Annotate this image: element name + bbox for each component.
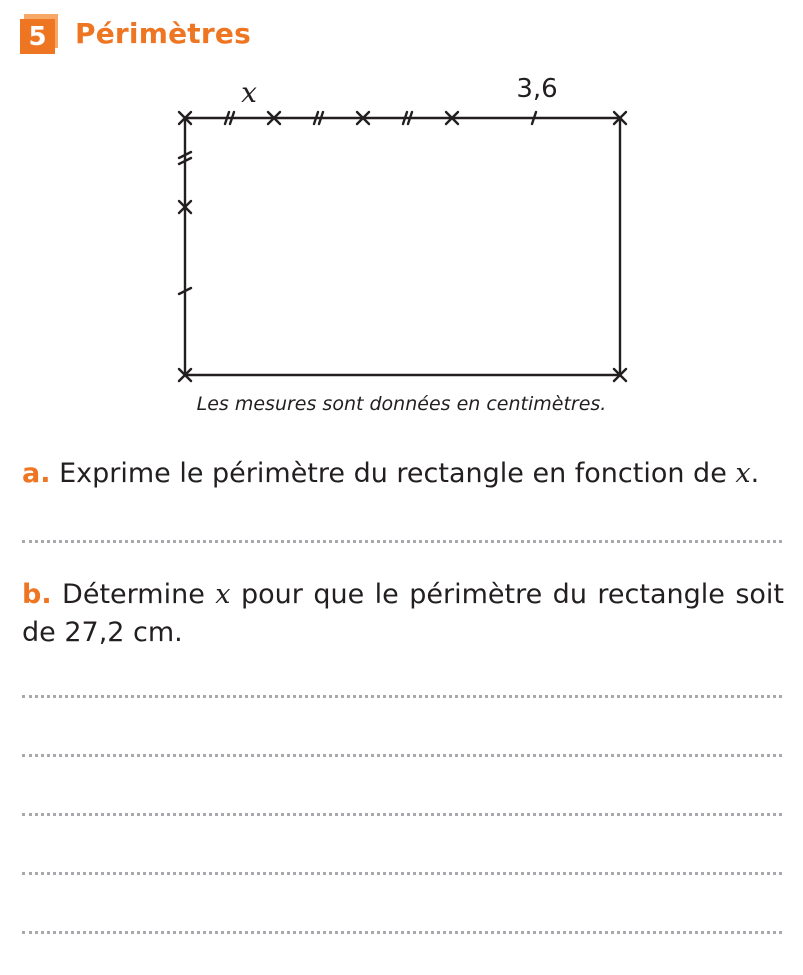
question-a-text-end: .: [750, 458, 760, 489]
answer-line-b-1[interactable]: [22, 695, 782, 698]
exercise-title: Périmètres: [75, 17, 251, 50]
answer-line-b-5[interactable]: [22, 931, 782, 934]
answer-line-b-2[interactable]: [22, 754, 782, 757]
exercise-number-badge: 5: [20, 19, 55, 54]
question-b: [22, 576, 784, 652]
question-b-text-end: pour que le périmètre du rectangle soit de 27,2 cm.: [22, 579, 785, 648]
question-a-letter: a.: [22, 458, 51, 489]
question-a-text: Exprime le périmètre du rectangle en fonction de: [50, 458, 736, 489]
question-b-letter: b.: [22, 579, 52, 610]
segment-label-length: 3,6: [516, 74, 558, 104]
answer-line-a-1[interactable]: [22, 540, 782, 543]
question-a-variable: x: [735, 458, 751, 489]
segment-label-x: x: [241, 76, 257, 109]
question-a: [22, 455, 782, 493]
answer-line-b-3[interactable]: [22, 813, 782, 816]
figure-caption: Les mesures sont données en centimètres.: [196, 393, 607, 415]
answer-line-b-4[interactable]: [22, 872, 782, 875]
question-b-text: Détermine: [51, 579, 216, 610]
rectangle-figure: [0, 60, 803, 390]
question-b-variable: x: [215, 579, 231, 610]
